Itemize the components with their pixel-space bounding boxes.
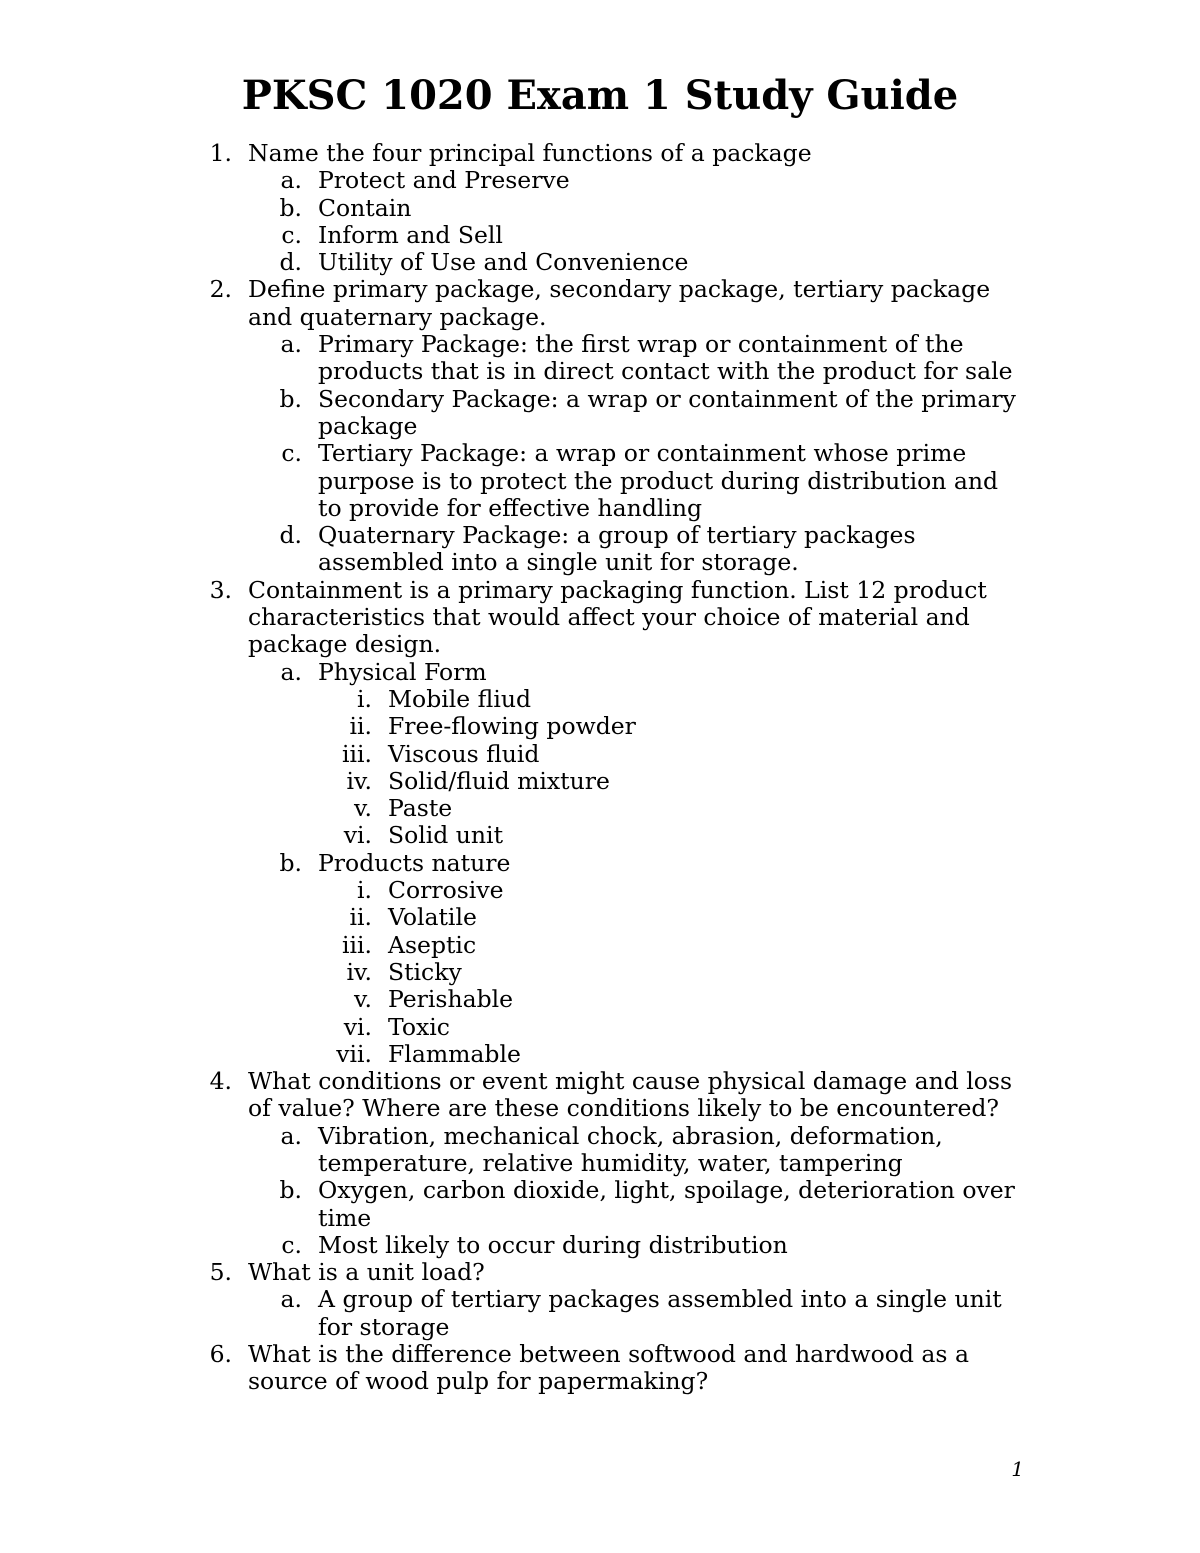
list-marker: vi. bbox=[343, 821, 372, 850]
list-item bbox=[0, 440, 1200, 467]
list-item bbox=[0, 1041, 1200, 1068]
list-marker: a. bbox=[280, 1285, 302, 1314]
list-marker: 2. bbox=[209, 275, 232, 304]
list-item bbox=[0, 822, 1200, 849]
list-item-text: assembled into a single unit for storage. bbox=[318, 548, 799, 577]
list-item bbox=[0, 358, 1200, 385]
list-marker: d. bbox=[279, 248, 302, 277]
list-marker: a. bbox=[280, 330, 302, 359]
list-item bbox=[0, 741, 1200, 768]
list-item bbox=[0, 1341, 1200, 1368]
list-item-text: Secondary Package: a wrap or containment of the primary bbox=[318, 384, 1016, 413]
page-title: PKSC 1020 Exam 1 Study Guide bbox=[241, 72, 959, 119]
list-item bbox=[0, 932, 1200, 959]
list-item bbox=[0, 549, 1200, 576]
list-item-text: Sticky bbox=[388, 957, 462, 986]
list-item bbox=[0, 1286, 1200, 1313]
list-item bbox=[0, 686, 1200, 713]
list-item bbox=[0, 468, 1200, 495]
list-item-text: source of wood pulp for papermaking? bbox=[248, 1367, 709, 1396]
list-marker: vi. bbox=[343, 1012, 372, 1041]
list-item bbox=[0, 877, 1200, 904]
list-item-text: Utility of Use and Convenience bbox=[318, 248, 689, 277]
list-marker: ii. bbox=[349, 903, 372, 932]
list-item bbox=[0, 577, 1200, 604]
list-item-text: Inform and Sell bbox=[318, 220, 503, 249]
list-item-text: Aseptic bbox=[388, 930, 477, 959]
list-item-text: characteristics that would affect your choice of material and bbox=[248, 603, 970, 632]
list-item-text: and quaternary package. bbox=[248, 302, 547, 331]
list-marker: i. bbox=[357, 684, 372, 713]
list-marker: 3. bbox=[209, 575, 232, 604]
list-marker: c. bbox=[281, 1230, 302, 1259]
list-item bbox=[0, 1095, 1200, 1122]
list-item bbox=[0, 959, 1200, 986]
list-marker: 4. bbox=[209, 1067, 232, 1096]
list-marker: b. bbox=[279, 193, 302, 222]
list-item bbox=[0, 659, 1200, 686]
list-item bbox=[0, 1259, 1200, 1286]
list-item bbox=[0, 140, 1200, 167]
list-item-text: package design. bbox=[248, 630, 442, 659]
list-item-text: time bbox=[318, 1203, 372, 1232]
list-item-text: of value? Where are these conditions likely to be encountered? bbox=[248, 1094, 1000, 1123]
list-marker: b. bbox=[279, 384, 302, 413]
list-item-text: products that is in direct contact with the product for sale bbox=[318, 357, 1013, 386]
list-item bbox=[0, 1014, 1200, 1041]
list-item-text: Volatile bbox=[388, 903, 477, 932]
study-guide-list bbox=[0, 140, 1200, 1396]
list-marker: b. bbox=[279, 848, 302, 877]
list-marker: ii. bbox=[349, 712, 372, 741]
list-item bbox=[0, 1068, 1200, 1095]
list-item bbox=[0, 1368, 1200, 1395]
list-marker: a. bbox=[280, 657, 302, 686]
list-marker: iv. bbox=[346, 957, 372, 986]
list-item-text: Vibration, mechanical chock, abrasion, deformation, bbox=[318, 1121, 943, 1150]
list-item-text: A group of tertiary packages assembled into a single unit bbox=[318, 1285, 1002, 1314]
list-item-text: purpose is to protect the product during distribution and bbox=[318, 466, 999, 495]
list-item bbox=[0, 768, 1200, 795]
list-marker: v. bbox=[354, 794, 372, 823]
list-item bbox=[0, 1177, 1200, 1204]
list-item-text: Corrosive bbox=[388, 876, 504, 905]
list-item bbox=[0, 850, 1200, 877]
list-item-text: Oxygen, carbon dioxide, light, spoilage, deterioration over bbox=[318, 1176, 1015, 1205]
list-item-text: What conditions or event might cause physical damage and loss bbox=[248, 1067, 1013, 1096]
list-item bbox=[0, 495, 1200, 522]
list-item bbox=[0, 1232, 1200, 1259]
page-number: 1 bbox=[1011, 1457, 1024, 1481]
list-item bbox=[0, 713, 1200, 740]
list-item bbox=[0, 386, 1200, 413]
list-item-text: Flammable bbox=[388, 1039, 521, 1068]
list-item bbox=[0, 904, 1200, 931]
list-item-text: Name the four principal functions of a package bbox=[248, 139, 812, 167]
list-item-text: Most likely to occur during distribution bbox=[318, 1230, 788, 1259]
list-marker: c. bbox=[281, 220, 302, 249]
list-item bbox=[0, 1150, 1200, 1177]
list-marker: iii. bbox=[341, 930, 372, 959]
list-item bbox=[0, 631, 1200, 658]
list-marker: a. bbox=[280, 166, 302, 195]
list-marker: c. bbox=[281, 439, 302, 468]
list-item-text: Solid/fluid mixture bbox=[388, 766, 610, 795]
list-marker: 1. bbox=[209, 139, 232, 167]
list-item-text: Free-flowing powder bbox=[388, 712, 636, 741]
list-item bbox=[0, 795, 1200, 822]
list-marker: 5. bbox=[209, 1258, 232, 1287]
list-marker: a. bbox=[280, 1121, 302, 1150]
list-item-text: Paste bbox=[388, 794, 453, 823]
list-marker: v. bbox=[354, 985, 372, 1014]
list-item-text: Quaternary Package: a group of tertiary packages bbox=[318, 521, 916, 550]
list-item-text: What is a unit load? bbox=[248, 1258, 485, 1287]
list-item bbox=[0, 1314, 1200, 1341]
list-item-text: Containment is a primary packaging function. List 12 product bbox=[248, 575, 987, 604]
list-item-text: Perishable bbox=[388, 985, 514, 1014]
list-item-text: for storage bbox=[318, 1312, 450, 1341]
list-item-text: Products nature bbox=[318, 848, 511, 877]
list-item bbox=[0, 413, 1200, 440]
list-item-text: Toxic bbox=[388, 1012, 450, 1041]
list-item bbox=[0, 331, 1200, 358]
list-item bbox=[0, 986, 1200, 1013]
list-item-text: temperature, relative humidity, water, tampering bbox=[318, 1148, 903, 1177]
list-marker: d. bbox=[279, 521, 302, 550]
list-item bbox=[0, 167, 1200, 194]
list-marker: b. bbox=[279, 1176, 302, 1205]
list-item-text: Primary Package: the first wrap or containment of the bbox=[318, 330, 964, 359]
list-item-text: Solid unit bbox=[388, 821, 504, 850]
list-item-text: Contain bbox=[318, 193, 412, 222]
list-item-text: What is the difference between softwood and hardwood as a bbox=[248, 1340, 969, 1369]
list-marker: iii. bbox=[341, 739, 372, 768]
list-marker: i. bbox=[357, 876, 372, 905]
list-item-text: Tertiary Package: a wrap or containment whose prime bbox=[318, 439, 967, 468]
list-item bbox=[0, 1205, 1200, 1232]
list-item-text: Define primary package, secondary package, tertiary package bbox=[248, 275, 991, 304]
list-item bbox=[0, 604, 1200, 631]
list-item-text: package bbox=[318, 411, 418, 440]
list-item-text: Viscous fluid bbox=[388, 739, 540, 768]
list-marker: iv. bbox=[346, 766, 372, 795]
list-item bbox=[0, 304, 1200, 331]
list-item bbox=[0, 522, 1200, 549]
list-item-text: Protect and Preserve bbox=[318, 166, 570, 195]
list-marker: vii. bbox=[336, 1039, 372, 1068]
list-item bbox=[0, 195, 1200, 222]
list-item bbox=[0, 1123, 1200, 1150]
list-item bbox=[0, 276, 1200, 303]
list-item-text: Mobile fliud bbox=[388, 684, 532, 713]
list-marker: 6. bbox=[209, 1340, 232, 1369]
list-item-text: to provide for effective handling bbox=[318, 493, 703, 522]
list-item-text: Physical Form bbox=[318, 657, 487, 686]
list-item bbox=[0, 222, 1200, 249]
list-item bbox=[0, 249, 1200, 276]
